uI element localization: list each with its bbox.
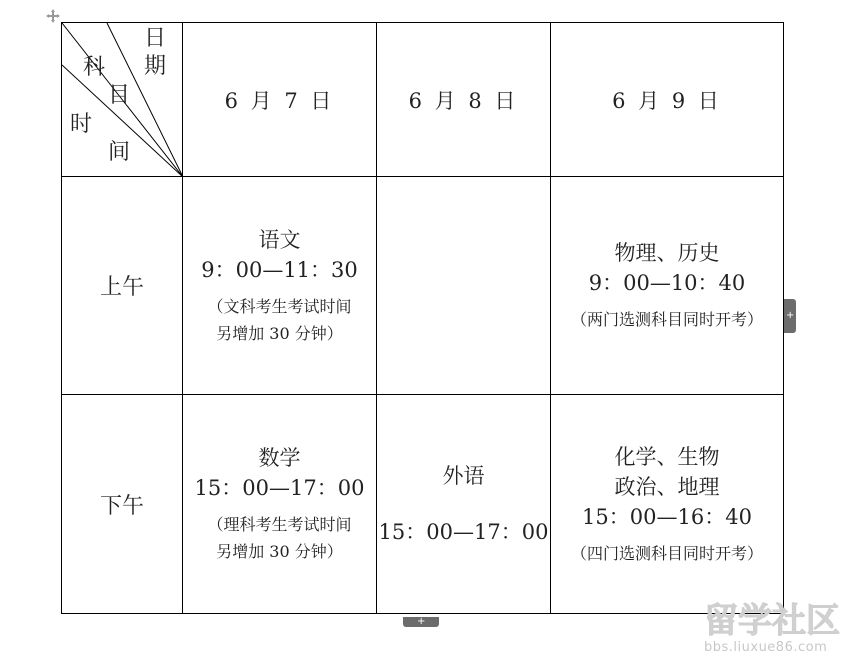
period-morning: 上午 xyxy=(62,177,183,395)
exam-time: 15：00—16：40 xyxy=(582,504,752,529)
watermark-logo xyxy=(700,600,860,640)
exam-note-line-1: （四门选测科目同时开考） xyxy=(570,543,763,563)
exam-note-line-1: （理科考生考试时间 xyxy=(207,515,352,534)
date-label-char-1: 日 xyxy=(144,26,167,51)
plus-icon: + xyxy=(417,616,426,627)
cell-afternoon-jun9 xyxy=(551,395,784,614)
exam-note-line-2: 另增加 30 分钟） xyxy=(216,323,343,343)
subject-name: 数学 xyxy=(258,446,301,470)
period-afternoon: 下午 xyxy=(62,395,183,614)
exam-note-line-1: （两门选测科目同时开考） xyxy=(570,310,763,329)
table-header-row xyxy=(62,23,784,177)
subject-name: 物理、历史 xyxy=(614,241,720,265)
exam-time: 15：00—17：00 xyxy=(378,520,549,544)
subject-name: 语文 xyxy=(258,227,301,252)
exam-note-line-1: （文科考生考试时间 xyxy=(207,296,352,316)
watermark-logo-text: 留学社区 xyxy=(704,601,840,640)
table-move-icon[interactable] xyxy=(46,8,60,22)
subject-label-char-1: 科 xyxy=(83,55,106,80)
exam-time: 9：00—11：30 xyxy=(201,257,358,282)
watermark-url: bbs.liuxue86.com xyxy=(704,640,828,655)
exam-time: 9：00—10：40 xyxy=(588,271,746,295)
cell-afternoon-jun8 xyxy=(377,395,551,614)
cell-afternoon-jun7 xyxy=(183,395,377,614)
cell-morning-jun7 xyxy=(183,177,377,395)
exam-note-line-2: 另增加 30 分钟） xyxy=(216,542,343,561)
exam-time: 15：00—17：00 xyxy=(194,476,365,500)
diagonal-header-cell xyxy=(62,23,183,177)
time-label-char-2: 间 xyxy=(108,140,131,165)
add-column-handle[interactable] xyxy=(784,299,796,333)
date-label-char-2: 期 xyxy=(144,54,167,79)
exam-schedule-table xyxy=(61,22,784,614)
subject-name: 外语 xyxy=(442,464,485,488)
date-header-jun8: 6 月 8 日 xyxy=(377,23,551,177)
table-row-morning xyxy=(62,177,784,395)
date-header-jun9: 6 月 9 日 xyxy=(551,23,784,177)
subject-label-char-2: 目 xyxy=(108,83,131,108)
add-row-handle[interactable] xyxy=(403,617,439,627)
table-row-afternoon xyxy=(62,395,784,614)
plus-icon: + xyxy=(786,310,795,321)
subject-name-line-1: 化学、生物 xyxy=(614,444,720,469)
date-header-jun7: 6 月 7 日 xyxy=(183,23,377,177)
subject-name-line-2: 政治、地理 xyxy=(614,474,720,499)
time-label-char-1: 时 xyxy=(70,112,93,137)
cell-morning-jun9 xyxy=(551,177,784,395)
cell-morning-jun8 xyxy=(377,177,551,395)
